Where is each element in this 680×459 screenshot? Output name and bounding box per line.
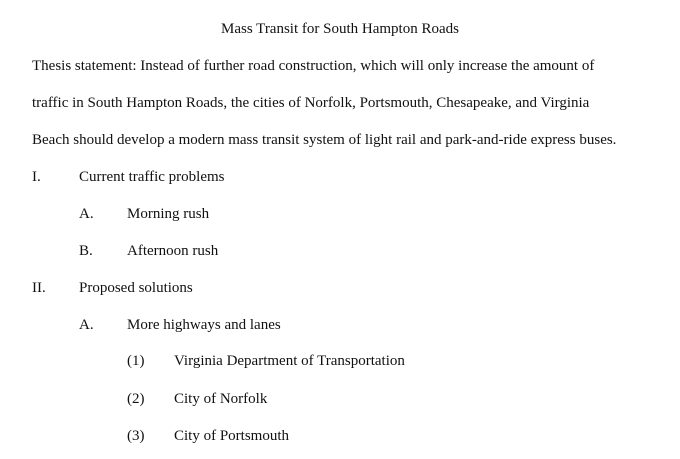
outline-text: Proposed solutions [79,280,193,296]
outline-marker: (1) [127,353,145,369]
outline-text: Afternoon rush [127,243,219,259]
outline-marker: B. [79,243,93,259]
document-title: Mass Transit for South Hampton Roads [221,21,459,37]
thesis-line-3: Beach should develop a modern mass transit system of light rail and park-and-ride express buses. [32,132,617,148]
outline-marker: II. [32,280,46,296]
outline-marker: A. [79,317,94,333]
outline-marker: (2) [127,391,145,407]
outline-text: City of Portsmouth [174,428,290,444]
outline-marker: (3) [127,428,145,444]
outline-text: Current traffic problems [79,169,225,185]
outline-marker: I. [32,169,41,185]
outline-text: City of Norfolk [174,391,268,407]
thesis-line-2: traffic in South Hampton Roads, the cities of Norfolk, Portsmouth, Chesapeake, and Virginia [32,95,590,111]
outline-marker: A. [79,206,94,222]
thesis-line-1: Thesis statement: Instead of further road construction, which will only increase the amount of [32,58,595,74]
outline-text: Virginia Department of Transportation [174,353,405,369]
outline-text: Morning rush [127,206,210,222]
outline-text: More highways and lanes [127,317,281,333]
